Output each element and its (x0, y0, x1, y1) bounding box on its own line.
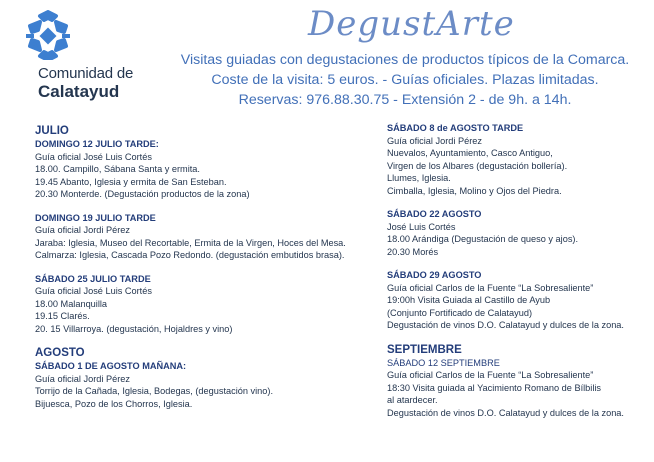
event-8 (387, 357, 649, 420)
event-line: Guía oficial José Luis Cortés (35, 151, 152, 162)
event-line: Degustación de vinos D.O. Calatayud y dulces de la zona. (387, 320, 624, 330)
event-1 (35, 138, 365, 201)
event-line: Guía oficial Jordi Pérez (387, 135, 482, 146)
event-line: (Conjunto Fortificado de Calatayud) (387, 307, 533, 318)
intro (160, 50, 650, 110)
event-line: Calmarza: Iglesia, Cascada Pozo Redondo. (degustación embutidos brasa). (35, 250, 345, 260)
event-line: José Luis Cortés (387, 221, 456, 232)
right-column (387, 122, 649, 430)
event-2 (35, 212, 365, 262)
logo-text-line2: Calatayud (38, 82, 120, 101)
event-line: 18.00 Arándiga (Degustación de queso y ajos). (387, 234, 579, 244)
event-line: Llumes, Iglesia. (387, 173, 451, 183)
event-4 (35, 360, 365, 410)
event-title: SÁBADO 25 JULIO TARDE (35, 273, 151, 284)
event-line: 18:30 Visita guiada al Yacimiento Romano de Bílbilis (387, 382, 601, 393)
event-line: Cimballa, Iglesia, Molino y Ojos del Piedra. (387, 185, 562, 196)
event-line: Torrijo de la Cañada, Iglesia, Bodegas, (degustación vino). (35, 386, 273, 396)
intro-line: Coste de la visita: 5 euros. - Guías oficiales. Plazas limitadas. (211, 72, 599, 88)
left-column (35, 124, 365, 421)
event-line: Degustación de vinos D.O. Calatayud y dulces de la zona. (387, 407, 624, 418)
event-line: 18.00 Malanquilla (35, 298, 108, 309)
month-heading-julio: JULIO (35, 125, 69, 137)
calatayud-emblem-icon (18, 10, 78, 60)
event-line: 18.00. Campillo, Sábana Santa y ermita. (35, 164, 200, 174)
event-line: Virgen de los Albares (degustación bollería). (387, 160, 568, 171)
logo (14, 10, 164, 100)
event-title: SÁBADO 22 AGOSTO (387, 209, 482, 219)
event-line: Guía oficial José Luis Cortés (35, 286, 152, 296)
event-title: SÁBADO 29 AGOSTO (387, 270, 482, 280)
month-heading-septiembre: SEPTIEMBRE (387, 343, 462, 356)
event-5 (387, 122, 649, 197)
event-title: SÁBADO 8 de AGOSTO TARDE (387, 123, 524, 133)
event-line: Guía oficial Carlos de la Fuente “La Sobresaliente” (387, 370, 594, 380)
event-line: 20.30 Monterde. (Degustación productos de la zona) (35, 189, 250, 199)
month-heading-agosto: AGOSTO (35, 347, 85, 359)
event-line: Guía oficial Carlos de la Fuente “La Sobresaliente” (387, 282, 594, 293)
event-line: 20.30 Morés (387, 246, 439, 257)
event-line: al atardecer. (387, 395, 438, 405)
logo-text-line1: Comunidad de (38, 65, 134, 82)
event-title: SÁBADO 12 SEPTIEMBRE (387, 357, 500, 368)
event-title: DOMINGO 19 JULIO TARDE (35, 212, 156, 223)
event-line: Nuevalos, Ayuntamiento, Casco Antiguo, (387, 148, 553, 158)
event-7 (387, 269, 649, 332)
event-line: Guía oficial Jordi Pérez (35, 225, 130, 235)
event-line: Jaraba: Iglesia, Museo del Recortable, Ermita de la Virgen, Hoces del Mesa. (35, 237, 346, 248)
event-line: 19.45 Abanto, Iglesia y ermita de San Esteban. (35, 176, 227, 187)
intro-line: Visitas guiadas con degustaciones de productos típicos de la Comarca. (180, 52, 630, 68)
page-title: DegustArte (308, 4, 515, 44)
event-line: 19:00h Visita Guiada al Castillo de Ayub (387, 295, 551, 305)
event-3 (35, 273, 365, 336)
event-line: 19.15 Clarés. (35, 311, 90, 321)
event-line: 20. 15 Villarroya. (degustación, Hojaldres y vino) (35, 323, 233, 334)
event-title: DOMINGO 12 JULIO TARDE: (35, 139, 159, 149)
intro-line: Reservas: 976.88.30.75 - Extensión 2 - de 9h. a 14h. (238, 92, 572, 108)
event-6 (387, 208, 649, 258)
event-line: Bijuesca, Pozo de los Chorros, Iglesia. (35, 398, 193, 409)
event-line: Guía oficial Jordi Pérez (35, 373, 130, 384)
event-title: SÁBADO 1 DE AGOSTO MAÑANA: (35, 361, 187, 371)
